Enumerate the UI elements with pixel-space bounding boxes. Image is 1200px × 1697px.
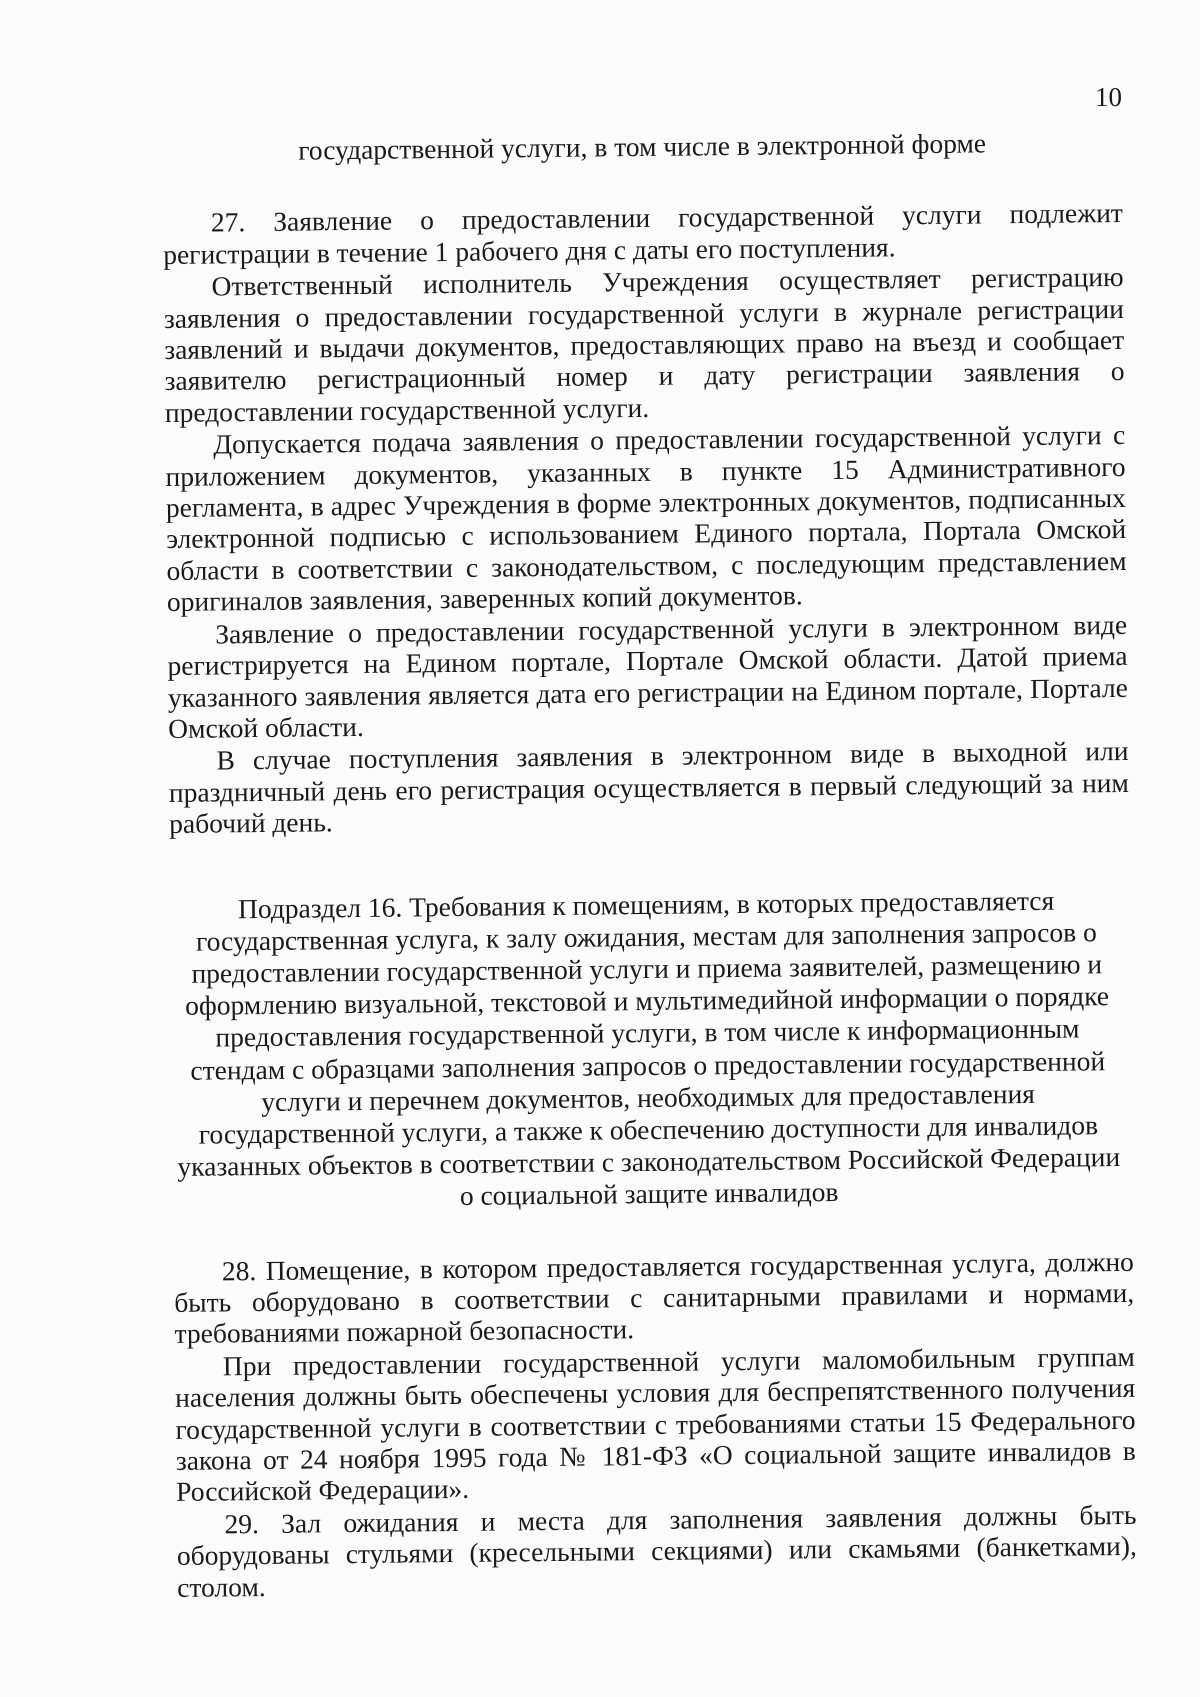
section-heading-tail: государственной услуги, в том числе в электронной форме xyxy=(298,127,987,166)
paragraph-registration-executor: Ответственный исполнитель Учреждения осуществляет регистрацию заявления о предоставлении государственной услуги в журнале регистрации заявлений и выдачи документов, предоставляющих право на въезд и сообщает заявителю регистрационный номер и дату регистрации заявления о предоставлении государственной услуги. xyxy=(163,261,1125,428)
paragraph-28: 28. Помещение, в котором предоставляется государственная услуга, должно быть оборудовано в соответствии с санитарными правилами и нормами, требованиями пожарной безопасности. xyxy=(174,1245,1135,1350)
paragraph-accessibility: При предоставлении государственной услуги маломобильным группам населения должны быть обеспечены условия для беспрепятственного получения государственной услуги в соответствии с требованиями статьи 15 Федерального закона от 24 ноября 1995 года № 181-ФЗ «О социальной защите инвалидов в Российской Федерации». xyxy=(175,1340,1136,1508)
paragraph-29: 29. Зал ожидания и места для заполнения заявления должны быть оборудованы стульями (кресельными секциями) или скамьями (банкетками), столом. xyxy=(176,1498,1137,1603)
paragraph-electronic-submission: Допускается подача заявления о предоставлении государственной услуги с приложением документов, указанных в пункте 15 Административного регламента, в адрес Учреждения в форме электронных документов, подписанных электронной подписью с использованием Единого портала, Портала Омской области в соответствии с законодательством, с последующим представлением оригиналов заявления, заверенных копий документов. xyxy=(165,419,1127,618)
paragraph-electronic-registration: Заявление о предоставлении государственной услуги в электронном виде регистрируется на Едином портале, Портале Омской области. Датой приема указанного заявления является дата его регистрации на Едином портале, Портале Омской области. xyxy=(167,608,1128,744)
page-number: 10 xyxy=(1095,82,1122,112)
paragraph-27: 27. Заявление о предоставлении государственной услуги подлежит регистрации в течение 1 рабочего дня с даты его поступления. xyxy=(163,197,1124,270)
subsection-16-title: Подраздел 16. Требования к помещениям, в которых предоставляется государственная услуга, к залу ожидания, местам для заполнения запросов о предоставлении государственной услуги и приема заявителей, размещению и оформлению визуальной, текстовой и мультимедийной информации о порядке предоставления государственной услуги, в том числе к информационным стендам с образцами заполнения запросов о предоставлении государственной услуги и перечнем документов, необходимых для предоставления государственной услуги, а также к обеспечению доступности для инвалидов указанных объектов в соответствии с законодательством Российской Федерации о социальной защите инвалидов xyxy=(177,884,1121,1212)
page-content xyxy=(162,126,1137,1604)
paragraph-holiday-registration: В случае поступления заявления в электронном виде в выходной или праздничный день его регистрация осуществляется в первый следующий за ним рабочий день. xyxy=(168,735,1129,840)
